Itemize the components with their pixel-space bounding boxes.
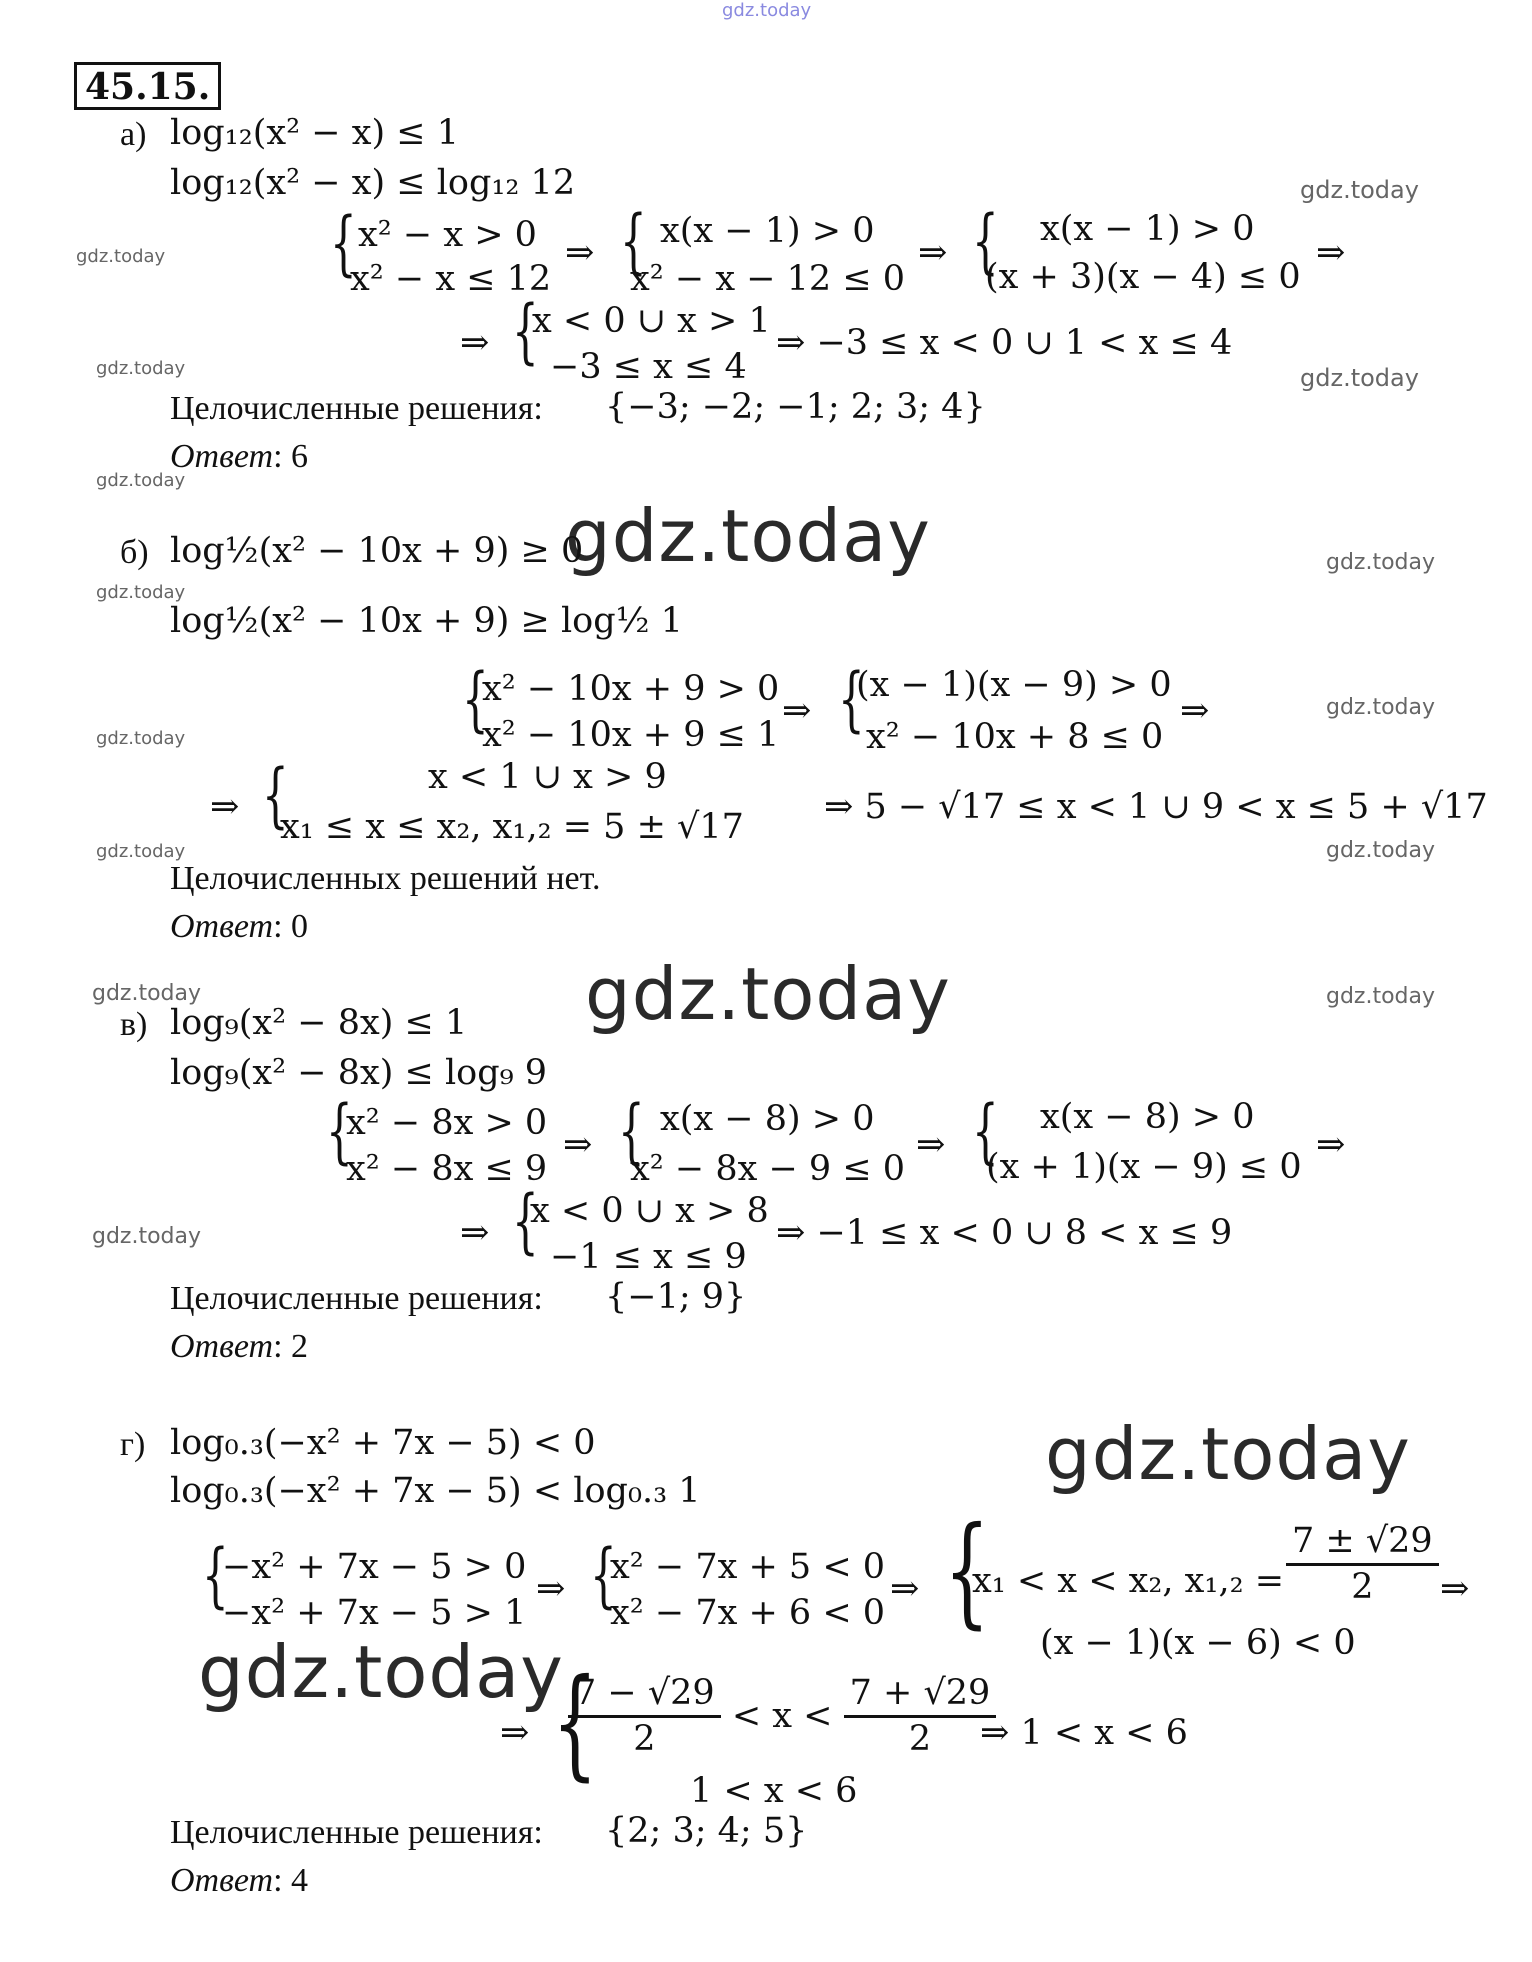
system-brace: {: [838, 658, 865, 740]
system-brace: {: [330, 202, 357, 284]
implies-arrow: ⇒: [536, 1569, 566, 1609]
part-g-system2-line1: x² − 7x + 5 < 0: [610, 1547, 886, 1587]
part-label-v: в): [120, 1006, 148, 1043]
implies-arrow: ⇒: [918, 233, 948, 273]
part-b-result: ⇒ 5 − √17 ≤ x < 1 ∪ 9 < x ≤ 5 + √17: [824, 787, 1488, 827]
system-brace: {: [512, 290, 539, 372]
watermark: gdz.today: [96, 841, 186, 862]
watermark-large: gdz.today: [585, 952, 951, 1036]
integer-solutions-label: Целочисленные решения:: [170, 1280, 543, 1317]
system-brace: {: [972, 200, 999, 282]
problem-number: 45.15.: [74, 62, 221, 110]
part-g-system3-line2: (x − 1)(x − 6) < 0: [1040, 1623, 1356, 1663]
implies-arrow: ⇒: [563, 1125, 593, 1165]
fraction-numerator: 7 ± √29: [1286, 1524, 1439, 1566]
implies-arrow: ⇒: [460, 1213, 490, 1253]
answer-value: : 4: [273, 1862, 309, 1899]
watermark-large: gdz.today: [565, 494, 931, 578]
part-v-result: ⇒ −1 ≤ x < 0 ∪ 8 < x ≤ 9: [776, 1213, 1233, 1253]
part-a-solutions: {−3; −2; −1; 2; 3; 4}: [605, 387, 986, 427]
implies-arrow: ⇒: [1440, 1569, 1470, 1609]
part-a-system3-line1: x(x − 1) > 0: [1040, 209, 1255, 249]
part-g-answer: [170, 1864, 308, 1898]
part-g-result: ⇒ 1 < x < 6: [980, 1713, 1188, 1753]
part-b-system2-line1: (x − 1)(x − 9) > 0: [856, 665, 1172, 705]
system-brace: {: [972, 1090, 999, 1172]
answer-value: : 6: [273, 438, 309, 475]
implies-arrow: ⇒: [460, 323, 490, 363]
part-v-system3-line2: (x + 1)(x − 9) ≤ 0: [986, 1147, 1302, 1187]
system-brace: {: [202, 1534, 229, 1616]
part-label-b: б): [120, 534, 149, 571]
part-a-system3-line2: (x + 3)(x − 4) ≤ 0: [985, 257, 1301, 297]
implies-arrow: ⇒: [890, 1569, 920, 1609]
system-brace: {: [462, 658, 489, 740]
part-b-inequality: log½(x² − 10x + 9) ≥ 0: [170, 531, 584, 571]
answer-label: Ответ: [170, 1328, 274, 1365]
inequality-middle: < x <: [731, 1696, 833, 1736]
watermark-top: gdz.today: [722, 0, 812, 21]
part-g-inequality-rewritten: log₀.₃(−x² + 7x − 5) < log₀.₃ 1: [170, 1471, 701, 1511]
integer-solutions-label: Целочисленные решения:: [170, 1814, 543, 1851]
system-brace: {: [262, 754, 289, 836]
implies-arrow: ⇒: [916, 1125, 946, 1165]
part-b-answer: [170, 910, 308, 944]
part-a-inequality-rewritten: log₁₂(x² − x) ≤ log₁₂ 12: [170, 163, 576, 203]
part-g-system4-line2: 1 < x < 6: [690, 1771, 858, 1811]
watermark: gdz.today: [96, 582, 186, 603]
answer-label: Ответ: [170, 908, 274, 945]
system-brace: {: [590, 1534, 617, 1616]
part-v-inequality: log₉(x² − 8x) ≤ 1: [170, 1003, 468, 1043]
fraction-denominator: 2: [908, 1719, 932, 1759]
part-g-system4-line1: [568, 1673, 996, 1759]
part-label-g: г): [120, 1426, 146, 1463]
watermark: gdz.today: [1300, 176, 1419, 204]
watermark: gdz.today: [1326, 695, 1436, 720]
fraction-numerator: 7 − √29: [568, 1676, 721, 1718]
part-v-answer: [170, 1330, 308, 1364]
part-v-system4-line1: x < 0 ∪ x > 8: [530, 1191, 769, 1231]
watermark-large: gdz.today: [198, 1630, 564, 1714]
part-label-a: а): [120, 116, 147, 153]
part-v-system2-line1: x(x − 8) > 0: [660, 1099, 875, 1139]
system-brace: {: [552, 1654, 598, 1793]
part-b-system3-line2: x₁ ≤ x ≤ x₂, x₁,₂ = 5 ± √17: [280, 807, 744, 847]
part-a-inequality: log₁₂(x² − x) ≤ 1: [170, 113, 459, 153]
implies-arrow: ⇒: [565, 233, 595, 273]
system-brace: {: [944, 1502, 990, 1641]
implies-arrow: ⇒: [782, 691, 812, 731]
fraction-numerator: 7 + √29: [844, 1676, 997, 1718]
integer-solutions-label: Целочисленные решения:: [170, 390, 543, 427]
part-v-system4-line2: −1 ≤ x ≤ 9: [550, 1237, 747, 1277]
fraction-denominator: 2: [633, 1719, 656, 1759]
part-g-system1-line1: −x² + 7x − 5 > 0: [222, 1547, 527, 1587]
watermark: gdz.today: [1326, 838, 1436, 863]
implies-arrow: ⇒: [500, 1713, 530, 1753]
fraction: [1286, 1521, 1439, 1607]
part-a-system1-line2: x² − x ≤ 12: [350, 259, 552, 299]
watermark: gdz.today: [76, 246, 166, 267]
part-b-no-solutions: Целочисленных решений нет.: [170, 860, 601, 897]
part-g-system1-line2: −x² + 7x − 5 > 1: [222, 1593, 527, 1633]
part-v-system1-line2: x² − 8x ≤ 9: [346, 1149, 548, 1189]
system-brace: {: [618, 1090, 645, 1172]
watermark: gdz.today: [96, 470, 186, 491]
part-a-system4-line2: −3 ≤ x ≤ 4: [550, 347, 747, 387]
part-v-system2-line2: x² − 8x − 9 ≤ 0: [630, 1149, 906, 1189]
watermark: gdz.today: [1300, 364, 1419, 392]
part-b-inequality-rewritten: log½(x² − 10x + 9) ≥ log½ 1: [170, 601, 683, 641]
fraction: [844, 1673, 997, 1759]
implies-arrow: ⇒: [1316, 1125, 1346, 1165]
implies-arrow: ⇒: [1316, 233, 1346, 273]
part-v-system1-line1: x² − 8x > 0: [346, 1103, 548, 1143]
part-g-solutions: {2; 3; 4; 5}: [605, 1811, 808, 1851]
part-b-system1-line2: x² − 10x + 9 ≤ 1: [482, 715, 780, 755]
part-g-system2-line2: x² − 7x + 6 < 0: [610, 1593, 886, 1633]
system-brace: {: [620, 200, 647, 282]
fraction-denominator: 2: [1351, 1567, 1374, 1607]
watermark: gdz.today: [1326, 984, 1436, 1009]
part-a-result: ⇒ −3 ≤ x < 0 ∪ 1 < x ≤ 4: [776, 323, 1233, 363]
part-a-system4-line1: x < 0 ∪ x > 1: [532, 301, 771, 341]
implies-arrow: ⇒: [1180, 691, 1210, 731]
part-v-inequality-rewritten: log₉(x² − 8x) ≤ log₉ 9: [170, 1053, 548, 1093]
watermark: gdz.today: [1326, 550, 1436, 575]
watermark-large: gdz.today: [1045, 1412, 1411, 1496]
fraction: [568, 1673, 721, 1759]
part-v-system3-line1: x(x − 8) > 0: [1040, 1097, 1255, 1137]
part-a-system2-line1: x(x − 1) > 0: [660, 211, 875, 251]
part-g-inequality: log₀.₃(−x² + 7x − 5) < 0: [170, 1423, 596, 1463]
answer-label: Ответ: [170, 1862, 274, 1899]
watermark: gdz.today: [92, 1224, 202, 1249]
part-a-system2-line2: x² − x − 12 ≤ 0: [630, 259, 906, 299]
answer-value: : 2: [273, 1328, 309, 1365]
watermark: gdz.today: [92, 981, 202, 1006]
part-b-system3-line1: x < 1 ∪ x > 9: [428, 757, 667, 797]
part-v-solutions: {−1; 9}: [605, 1277, 747, 1317]
watermark: gdz.today: [96, 358, 186, 379]
answer-label: Ответ: [170, 438, 274, 475]
part-a-system1-line1: x² − x > 0: [358, 215, 537, 255]
part-b-system1-line1: x² − 10x + 9 > 0: [482, 669, 780, 709]
system-brace: {: [512, 1180, 539, 1262]
answer-value: : 0: [273, 908, 309, 945]
part-g-system3-line1: x₁ < x < x₂, x₁,₂ =: [972, 1561, 1285, 1601]
watermark: gdz.today: [96, 728, 186, 749]
implies-arrow: ⇒: [210, 787, 240, 827]
part-b-system2-line2: x² − 10x + 8 ≤ 0: [866, 717, 1164, 757]
part-g-system3-fraction: [1286, 1521, 1439, 1607]
part-a-answer: [170, 440, 308, 474]
system-brace: {: [326, 1090, 353, 1172]
